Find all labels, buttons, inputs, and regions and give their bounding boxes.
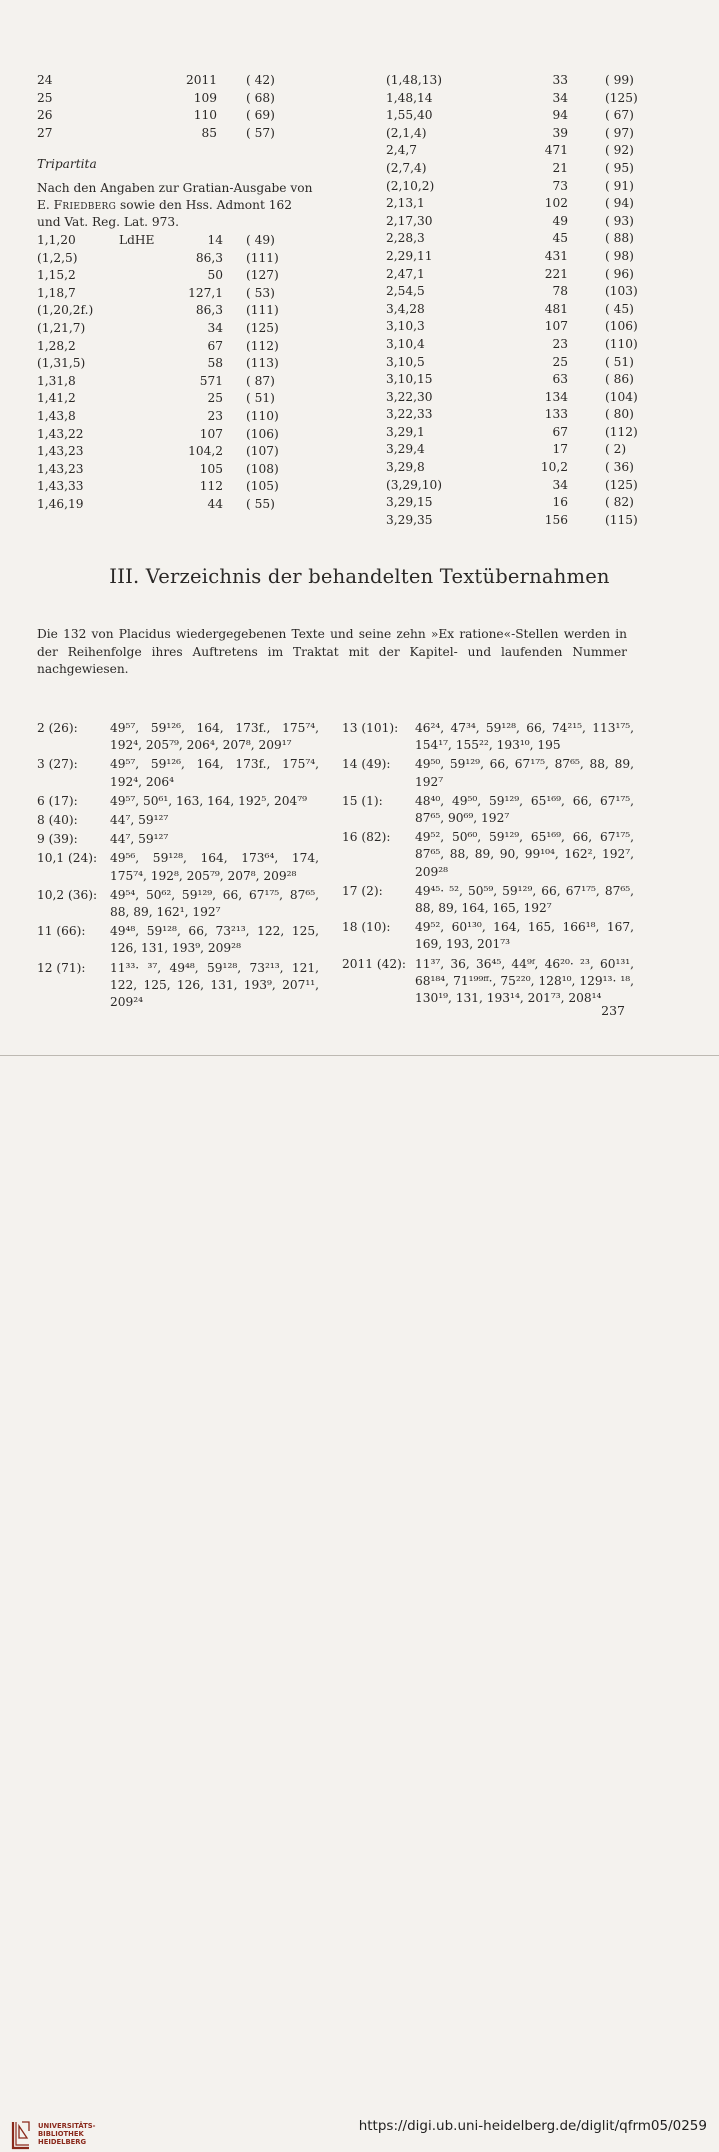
cell: 134	[544, 389, 568, 404]
table-row	[386, 142, 632, 160]
entry-refs: 49⁵⁶, 59¹²⁸, 164, 173⁶⁴, 174, 175⁷⁴, 192⁸, 205⁷⁹, 207⁸, 209²⁸	[110, 851, 319, 883]
cell: (1,48,13)	[386, 73, 443, 87]
cell: 2,4,7	[386, 143, 418, 158]
cell: 3,4,28	[386, 301, 425, 316]
table-row	[386, 107, 632, 125]
cell: (115)	[605, 512, 638, 527]
library-name-line: BIBLIOTHEK	[38, 2130, 84, 2139]
cell: (125)	[605, 477, 638, 492]
description-text: Nach den Angaben zur Gratian-Ausgabe von E.	[37, 181, 313, 212]
table-row	[386, 90, 638, 108]
table-row	[386, 441, 632, 459]
cell: 50	[207, 268, 223, 283]
entry-refs: 49⁵⁴, 50⁶², 59¹²⁹, 66, 67¹⁷⁵, 87⁶⁵, 88, 89, 162¹, 192⁷	[110, 887, 319, 920]
index-entry	[37, 812, 319, 829]
table-row	[386, 160, 632, 178]
cell: (2,10,2)	[386, 178, 435, 193]
table-row	[37, 267, 307, 285]
cell: ( 88)	[605, 231, 634, 246]
table-row	[386, 336, 638, 354]
tripartita-heading: Tripartita	[37, 157, 97, 171]
cell: 1,1,20	[37, 233, 76, 247]
entry-refs: 49⁵⁷, 59¹²⁶, 164, 173f., 175⁷⁴, 192⁴, 205⁷⁹, 206⁴, 207⁸, 209¹⁷	[110, 721, 319, 753]
cell: 63	[552, 372, 568, 387]
cell: 34	[207, 320, 223, 335]
table-row	[37, 232, 307, 250]
cell: 2,54,5	[386, 284, 425, 299]
table-row	[37, 426, 307, 444]
cell: 25	[207, 391, 223, 406]
table-row	[386, 266, 632, 284]
table-row	[386, 406, 632, 424]
cell: ( 45)	[605, 301, 634, 316]
index-entry	[37, 831, 319, 848]
index-entry	[37, 850, 319, 884]
cell: 2,13,1	[386, 196, 425, 211]
cell: 3,29,15	[386, 495, 433, 510]
cell: 44	[207, 496, 223, 511]
cell: ( 67)	[605, 108, 634, 123]
author-name: Friedberg	[53, 197, 117, 212]
entry-label: 14 (49):	[342, 757, 391, 772]
entry-refs: 11³⁷, 36, 36⁴⁵, 44⁹ᶠ, 46²⁰· ²³, 60¹³¹, 68¹⁸⁴, 71¹⁹⁹ᶠᶠ·, 75²²⁰, 128¹⁰, 129¹³· ¹⁸, 130¹⁹, 131, 193¹⁴, 201⁷³, 208¹⁴	[415, 956, 634, 1006]
index-entry	[342, 956, 634, 1008]
cell: 34	[552, 477, 568, 492]
table-row	[37, 461, 307, 479]
tripartita-description	[37, 180, 315, 230]
table-row	[37, 443, 307, 461]
cell: (106)	[605, 319, 638, 334]
cell: 25	[552, 354, 568, 369]
library-name-line: HEIDELBERG	[38, 2138, 87, 2147]
index-entries-left	[37, 720, 319, 1013]
table-row	[386, 477, 638, 495]
cell: 78	[552, 284, 568, 299]
table-row	[386, 301, 632, 319]
entry-refs: 49⁵⁰, 59¹²⁹, 66, 67¹⁷⁵, 87⁶⁵, 88, 89, 192⁷	[415, 757, 634, 789]
cell: 14	[207, 233, 223, 247]
entry-label: 9 (39):	[37, 832, 78, 847]
table-row	[386, 389, 638, 407]
cell: 3,29,35	[386, 512, 433, 527]
entry-refs: 49⁴⁸, 59¹²⁸, 66, 73²¹³, 122, 125, 126, 131, 193⁹, 209²⁸	[110, 924, 319, 956]
cell: ( 49)	[246, 233, 275, 247]
table-row	[37, 320, 307, 338]
table-row	[386, 318, 638, 336]
cell: 3,22,33	[386, 407, 433, 422]
table-row	[37, 250, 307, 268]
cell: 2,29,11	[386, 248, 433, 263]
cell: 16	[552, 495, 568, 510]
table-row	[386, 459, 632, 477]
page-number: 237	[601, 1003, 625, 1018]
entry-label: 3 (27):	[37, 757, 78, 772]
cell: 1,43,33	[37, 479, 84, 494]
entry-label: 11 (66):	[37, 924, 86, 939]
cell: 2,28,3	[386, 231, 425, 246]
index-entry	[37, 720, 319, 754]
cell: 2,47,1	[386, 266, 425, 281]
description-text: sowie den Hss. Admont 162 und Vat. Reg. Lat. 973.	[37, 197, 292, 229]
entry-refs: 44⁷, 59¹²⁷	[110, 813, 169, 828]
table-row	[37, 408, 307, 426]
cell: LdHE	[119, 233, 155, 247]
index-entry	[37, 793, 319, 810]
cell: 3,29,8	[386, 460, 425, 475]
entry-refs: 49⁵², 60¹³⁰, 164, 165, 166¹⁸, 167, 169, 193, 201⁷³	[415, 920, 634, 952]
cell: 10,2	[540, 460, 568, 475]
index-entry	[37, 960, 319, 1012]
cell: 3,29,4	[386, 442, 425, 457]
table-row	[386, 512, 638, 530]
table-row	[37, 373, 307, 391]
cell: 23	[552, 336, 568, 351]
cell: 25	[37, 90, 53, 105]
entry-refs: 48⁴⁰, 49⁵⁰, 59¹²⁹, 65¹⁶⁹, 66, 67¹⁷⁵, 87⁶⁵, 90⁶⁹, 192⁷	[415, 793, 634, 826]
cell: 1,48,14	[386, 90, 433, 105]
cell: (113)	[246, 356, 279, 371]
cell: 1,55,40	[386, 108, 433, 123]
cell: 571	[199, 373, 223, 388]
table-row	[37, 125, 287, 143]
cell: 1,18,7	[37, 285, 76, 300]
index-entry	[342, 720, 634, 754]
cell: (125)	[605, 90, 638, 105]
entry-label: 17 (2):	[342, 883, 383, 898]
cell: 39	[552, 125, 568, 140]
cell: 1,43,22	[37, 426, 84, 441]
cell: 94	[552, 108, 568, 123]
cell: 107	[544, 319, 568, 334]
cell: 67	[552, 424, 568, 439]
index-entry	[342, 756, 634, 790]
cell: 156	[544, 512, 568, 527]
cell: (1,31,5)	[37, 356, 86, 371]
cell: (111)	[246, 303, 279, 318]
table-row	[37, 72, 287, 90]
cell: 23	[207, 408, 223, 423]
table-row	[37, 390, 307, 408]
entry-refs: 49⁵⁷, 50⁶¹, 163, 164, 192⁵, 204⁷⁹	[110, 793, 308, 808]
table-row	[37, 285, 307, 303]
table-row	[386, 213, 632, 231]
cell: (104)	[605, 389, 638, 404]
entry-refs: 49⁵², 50⁶⁰, 59¹²⁹, 65¹⁶⁹, 66, 67¹⁷⁵, 87⁶⁵, 88, 89, 90, 99¹⁰⁴, 162², 192⁷, 209²⁸	[415, 830, 634, 879]
cell: 105	[199, 461, 223, 476]
cell: 58	[207, 356, 223, 371]
cell: ( 94)	[605, 196, 634, 211]
table-row	[386, 230, 632, 248]
cell: 112	[199, 479, 223, 494]
cell: ( 97)	[605, 125, 634, 140]
cell: 221	[544, 266, 568, 281]
cell: 21	[552, 160, 568, 175]
index-entry	[342, 883, 634, 917]
cell: 2011	[185, 73, 217, 87]
cell: (125)	[246, 320, 279, 335]
cell: 26	[37, 108, 53, 123]
cell: ( 51)	[246, 391, 275, 406]
cell: 2,17,30	[386, 213, 433, 228]
cell: ( 55)	[246, 496, 275, 511]
table-row	[37, 302, 307, 320]
cell: 471	[544, 143, 568, 158]
cell: (111)	[246, 250, 279, 265]
entry-refs: 49⁵⁷, 59¹²⁶, 164, 173f., 175⁷⁴, 192⁴, 206⁴	[110, 757, 319, 789]
cell: ( 82)	[605, 495, 634, 510]
table-row	[37, 355, 307, 373]
cell: ( 96)	[605, 266, 634, 281]
cell: 27	[37, 125, 53, 140]
index-entry	[37, 756, 319, 790]
cell: (2,1,4)	[386, 125, 427, 140]
cell: 481	[544, 301, 568, 316]
entry-label: 18 (10):	[342, 920, 391, 935]
index-entry	[342, 919, 634, 953]
table-row	[386, 283, 638, 301]
cell: 49	[552, 213, 568, 228]
concordance-table-top-left	[37, 72, 287, 142]
cell: 3,22,30	[386, 389, 433, 404]
table-row	[386, 248, 632, 266]
table-row	[386, 125, 632, 143]
index-entry	[342, 793, 634, 827]
cell: (110)	[605, 336, 638, 351]
entry-label: 2 (26):	[37, 721, 78, 735]
concordance-table-left	[37, 232, 307, 514]
cell: (1,21,7)	[37, 320, 86, 335]
table-row	[37, 478, 307, 496]
cell: 86,3	[195, 250, 223, 265]
cell: 110	[193, 108, 217, 123]
entry-label: 10,2 (36):	[37, 887, 98, 902]
entry-label: 2011 (42):	[342, 956, 407, 971]
section-heading: III. Verzeichnis der behandelten Textübernahmen	[109, 565, 610, 588]
cell: 1,43,23	[37, 461, 84, 476]
entry-refs: 46²⁴, 47³⁴, 59¹²⁸, 66, 74²¹⁵, 113¹⁷⁵, 154¹⁷, 155²², 193¹⁰, 195	[415, 721, 634, 753]
index-entries-right	[342, 720, 634, 1009]
cell: 104,2	[188, 444, 223, 459]
cell: ( 69)	[246, 108, 275, 123]
entry-label: 12 (71):	[37, 960, 86, 975]
cell: 3,10,15	[386, 372, 433, 387]
table-row	[37, 90, 287, 108]
index-entry	[37, 887, 319, 921]
cell: ( 2)	[605, 442, 627, 457]
cell: 102	[544, 196, 568, 211]
table-row	[386, 354, 632, 372]
cell: (127)	[246, 268, 279, 283]
cell: 1,15,2	[37, 268, 76, 283]
cell: 34	[552, 90, 568, 105]
cell: ( 80)	[605, 407, 634, 422]
cell: 431	[544, 248, 568, 263]
cell: ( 92)	[605, 143, 634, 158]
cell: 109	[193, 90, 217, 105]
cell: (3,29,10)	[386, 477, 443, 492]
cell: 1,43,23	[37, 444, 84, 459]
cell: 1,28,2	[37, 338, 76, 353]
entry-label: 15 (1):	[342, 793, 383, 808]
entry-refs: 44⁷, 59¹²⁷	[110, 832, 169, 847]
cell: ( 87)	[246, 373, 275, 388]
cell: (112)	[605, 424, 638, 439]
cell: 1,41,2	[37, 391, 76, 406]
cell: 24	[37, 73, 53, 87]
cell: (112)	[246, 338, 279, 353]
entry-refs: 49⁴⁵· ⁵², 50⁵⁹, 59¹²⁹, 66, 67¹⁷⁵, 87⁶⁵, 88, 89, 164, 165, 192⁷	[415, 883, 634, 916]
cell: 33	[552, 73, 568, 87]
cell: (105)	[246, 479, 279, 494]
digital-library-url[interactable]: https://digi.ub.uni-heidelberg.de/diglit/qfrm05/0259	[358, 2118, 707, 2134]
table-row	[386, 371, 632, 389]
entry-label: 13 (101):	[342, 721, 399, 735]
cell: 3,10,4	[386, 336, 425, 351]
cell: (103)	[605, 284, 638, 299]
entry-label: 16 (82):	[342, 830, 391, 845]
cell: 85	[201, 125, 217, 140]
cell: ( 95)	[605, 160, 634, 175]
table-row	[37, 496, 307, 514]
cell: 3,29,1	[386, 424, 425, 439]
cell: (108)	[246, 461, 279, 476]
entry-label: 8 (40):	[37, 813, 78, 828]
cell: 127,1	[188, 285, 223, 300]
cell: 1,43,8	[37, 408, 76, 423]
cell: ( 53)	[246, 285, 275, 300]
cell: 3,10,5	[386, 354, 425, 369]
cell: ( 51)	[605, 354, 634, 369]
cell: ( 99)	[605, 73, 634, 87]
cell: 45	[552, 231, 568, 246]
cell: 107	[199, 426, 223, 441]
cell: (107)	[246, 444, 279, 459]
cell: (110)	[246, 408, 279, 423]
cell: 3,10,3	[386, 319, 425, 334]
table-row	[386, 424, 638, 442]
cell: 133	[544, 407, 568, 422]
cell: 73	[552, 178, 568, 193]
cell: ( 36)	[605, 460, 634, 475]
entry-refs: 11³³· ³⁷, 49⁴⁸, 59¹²⁸, 73²¹³, 121, 122, 125, 126, 131, 193⁹, 207¹¹, 209²⁴	[110, 960, 319, 1010]
table-row	[386, 72, 632, 90]
cell: ( 93)	[605, 213, 634, 228]
entry-label: 10,1 (24):	[37, 851, 98, 866]
cell: ( 57)	[246, 125, 275, 140]
library-name	[38, 2122, 96, 2147]
cell: ( 98)	[605, 248, 634, 263]
library-name-line: UNIVERSITÄTS-	[38, 2122, 96, 2130]
library-logo-icon	[10, 2118, 32, 2152]
cell: 1,46,19	[37, 496, 84, 511]
table-row	[386, 494, 632, 512]
entry-label: 6 (17):	[37, 793, 78, 808]
intro-paragraph: Die 132 von Placidus wiedergegebenen Texte und seine zehn »Ex ratione«-Stellen werden in der Reihenfolge ihres Auftretens im Traktat mit der Kapitel- und laufenden Nummer nachgewiesen.	[37, 627, 627, 677]
table-row	[386, 195, 632, 213]
index-entry	[37, 923, 319, 957]
table-row	[386, 178, 632, 196]
cell: 1,31,8	[37, 373, 76, 388]
index-entry	[342, 829, 634, 881]
cell: (1,20,2f.)	[37, 303, 94, 318]
footer	[0, 1056, 719, 2147]
concordance-table-right	[386, 72, 638, 529]
cell: ( 42)	[246, 73, 275, 87]
cell: ( 86)	[605, 372, 634, 387]
cell: 86,3	[195, 303, 223, 318]
cell: ( 91)	[605, 178, 634, 193]
cell: 67	[207, 338, 223, 353]
cell: ( 68)	[246, 90, 275, 105]
cell: 17	[552, 442, 568, 457]
cell: (2,7,4)	[386, 160, 427, 175]
table-row	[37, 338, 307, 356]
cell: (1,2,5)	[37, 250, 78, 265]
table-row	[37, 107, 287, 125]
cell: (106)	[246, 426, 279, 441]
